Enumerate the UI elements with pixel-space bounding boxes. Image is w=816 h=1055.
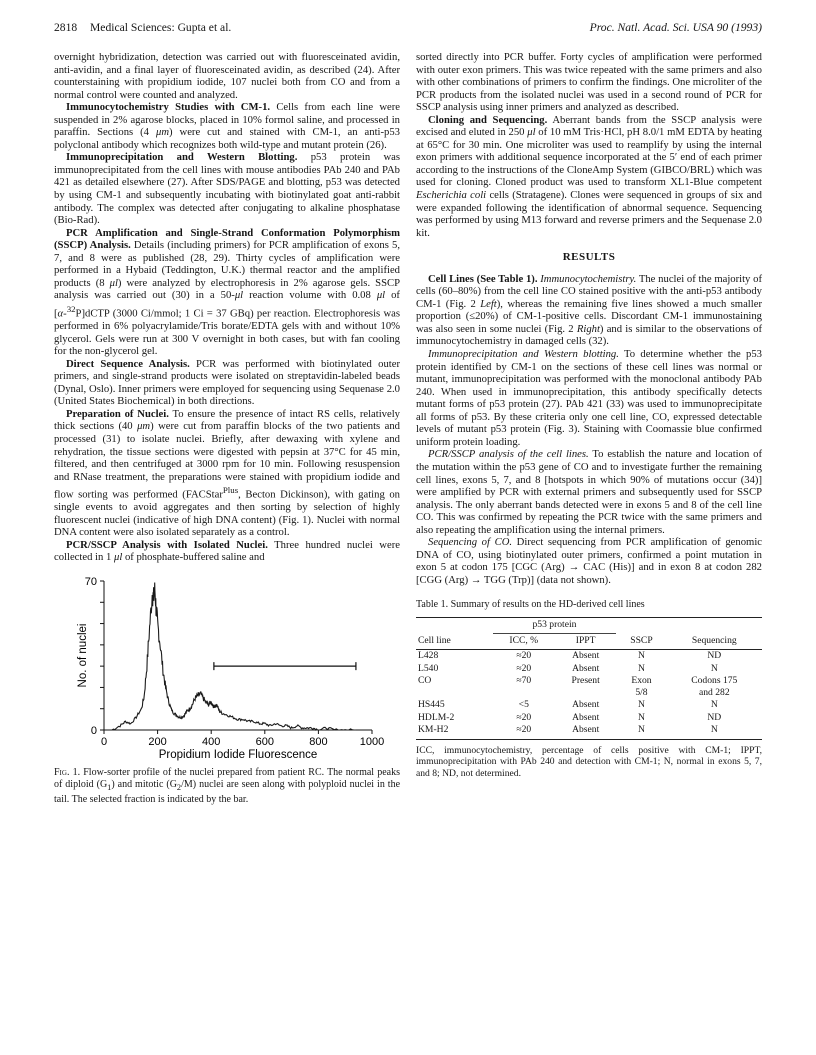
running-title-left: Medical Sciences: Gupta et al.	[90, 21, 232, 34]
x-tick-label: 800	[309, 735, 328, 748]
figure-1-caption: Fig. 1. Flow-sorter profile of the nuclei prepared from patient RC. The normal peaks of diploid $(G_1)$ and mitotic $(G_2/M)$ nuclei are seen along with polyploid nuclei in the tail. The selected fraction is indicated by the bar.	[54, 766, 401, 805]
x-tick-label: 400	[202, 735, 221, 748]
flow-sorter-chart	[54, 575, 400, 765]
figure-1	[54, 575, 400, 765]
subhead-immunoprecipitation: Immunoprecipitation and Western Blotting.	[66, 152, 298, 164]
y-tick-label: 0	[90, 724, 97, 737]
paragraph-cloning-sequencing: Cloning and Sequencing. Aberrant bands from the SSCP analysis were excised and eluted in 250 μl of 10 mM Tris·HCl, pH 8.0/1 mM EDTA by heating at 65°C for 30 min. One microliter was used to reamplify by using the internal exon primers with additional sequence incorporated at the 5′ end of each primer according to the instructions of the CloneAmp System (GIBCO/BRL) which was used for cloning. Cloned product was used to transform XL1-Blue competent Escherichia coli cells (Stratagene). Clones were sequenced in groups of six and were expanded following the identification of abnormal sequence. Sequencing was performed by using M13 forward and reverse primers and the Sequenase 2.0 kit.	[416, 114, 763, 239]
paragraph-hybridization: overnight hybridization, detection was carried out with fluoresceinated avidin, anti-avidin, and a final layer of fluoresceinated avidin, as described (24). After counterstaining with propidium iodide, 107 nuclei both from CO and from a normal control were counted and analyzed.	[54, 52, 400, 101]
table-row: CO ≈70 Present Exon 5/8 Codons 175 and 282	[418, 675, 738, 698]
table-header-row	[416, 633, 762, 649]
col-header-ippt: IPPT	[555, 633, 616, 649]
paragraph-immunoprecipitation-methods: Immunoprecipitation and Western Blotting. p53 protein was immunoprecipitated from the cell lines with mouse antibodies PAb 240 and PAb 421 as detailed elsewhere (27). After SDS/PAGE and blotting, p53 was detected by using CM-1 and subsequently incubating with biotinylated goat anti-rabbit antibody. The complex was detected after conjugating to alkaline phosphatase (Bio-Rad).	[54, 152, 400, 227]
results-table	[416, 617, 762, 739]
left-column	[54, 52, 400, 806]
histogram-line	[112, 582, 356, 730]
x-tick-label: 0	[100, 735, 108, 748]
table-1-caption: Table 1. Summary of results on the HD-derived cell lines	[416, 599, 645, 611]
section-title-results: RESULTS	[562, 251, 616, 264]
table-row: HS445 <5 Absent N N	[418, 699, 718, 711]
col-header-sscp: SSCP	[616, 633, 666, 649]
subhead-isolated-nuclei: PCR/SSCP Analysis with Isolated Nuclei.	[66, 539, 268, 551]
paragraph-preparation-of-nuclei: Preparation of Nuclei. To ensure the presence of intact RS cells, relatively thick sections (40 μm) were cut from paraffin blocks of the two patients and processed (31) to isolate nuclei. Briefly, after dewaxing with xylene and rehydration, the tissue sections were digested with pepsin at 37°C for 45 min, filtered, and then centrifuged at 3000 rpm for 10 min. Following resuspension and RNase treatment, the preparations were stained with propidium iodide and flow sorting was performed (FACStar$^{Plus}$, Becton Dickinson), with gating on single events to avoid aggregates and then sorting by selection of highly fluorescent nuclei (indicative of high DNA content) (Fig. 1). Nuclei with normal DNA content were also isolated separately as a control.	[54, 408, 401, 539]
paragraph-direct-sequence: Direct Sequence Analysis. PCR was performed with biotinylated outer primers, and single-strand products were isolated on streptavidin-labeled beads (Dynal, Oslo). Inner primers were employed for sequencing using Sequenase 2.0 (United States Biochemical) in both directions.	[54, 358, 400, 408]
paragraph-cell-lines: Cell Lines (See Table 1). Immunocytochemistry. The nuclei of the majority of cells (60–80%) from the cell line CO stained positive with the anti-p53 antibody CM-1 (Fig. 2 Left), whereas the remaining five lines showed a much smaller proportion (≤20%) of CM-1-positive cells. Discordant CM-1 immunostaining was also seen in some nuclei (Fig. 2 Right) and is similar to the observations of immunocytochemistry in damaged cells (32).	[416, 273, 763, 348]
subhead-pcr-sscp: PCR Amplification and Single-Strand Conformation Polymorphism (SSCP) Analysis.	[54, 227, 400, 252]
paragraph-sequencing-co: Sequencing of CO. Direct sequencing from PCR amplification of genomic DNA of CO, using biotinylated outer primers, confirmed a point mutation in exon 5 at codon 175 [CGC (Arg) → CAC (His)] and in exon 8 at codon 282 [CGG (Arg) → TGG (Trp)] (data not shown).	[416, 537, 762, 586]
paragraph-immunocytochemistry-methods: Immunocytochemistry Studies with CM-1. Cells from each line were suspended in 2% agarose blocks, placed in 10% formol saline, and processed in paraffin. Sections (4 μm) were cut and stained with CM-1, an anti-p53 polyclonal antibody which recognizes both wild-type and mutant protein (26).	[54, 102, 400, 151]
col-header-cell-line: Cell line	[416, 633, 493, 649]
y-tick-label: 70	[84, 575, 97, 588]
table-group-header-row	[416, 618, 762, 634]
paragraph-sorted-nuclei: sorted directly into PCR buffer. Forty cycles of amplification were performed with outer exon primers. This was twice repeated with the same primers and also with other combinations of primers to confirm the findings. One microliter of the PCR products from the isolated nuclei was used in a second round of PCR for SSCP analysis using inner primers and analyzed as described.	[416, 52, 762, 114]
paragraph-pcr-sscp-methods: PCR Amplification and Single-Strand Conformation Polymorphism (SSCP) Analysis. Details (including primers) for PCR amplification of exons 5, 7, and 8 were as published (28, 29). Thirty cycles of amplification were performed in a Hybaid (Teddington, U.K.) thermal reactor and the amplified products (8 μl) were analyzed by electrophoresis in 2% agarose gels. SSCP analysis was carried out (30) in a 50-μl reaction volume with 0.08 μl of [α-$^{32}$P]dCTP (3000 Ci/mmol; 1 Ci = 37 GBq) per reaction. Electrophoresis was performed in 6% polyacrylamide/Tris borate/EDTA gels with and without 10% glycerol. Gels were run at 300 V overnight in both cases, but with fan cooling for the non-glycerol gel.	[54, 227, 400, 358]
table-row: L428 ≈20 Absent N ND	[418, 650, 722, 662]
x-tick-label: 600	[255, 735, 274, 748]
table-row: L540 ≈20 Absent N N	[418, 662, 718, 674]
subhead-cell-lines: Cell Lines (See Table 1).	[428, 273, 538, 285]
subhead-preparation-of-nuclei: Preparation of Nuclei.	[66, 408, 169, 420]
table-1-footnote: ICC, immunocytochemistry, percentage of cells positive with CM-1; IPPT, immunoprecipitation with PAb 240 and detection with CM-1; N, normal in exons 5, 7, and 8; ND, not determined.	[416, 744, 762, 779]
table-row: HDLM-2 ≈20 Absent N ND	[418, 711, 722, 723]
x-tick-label: 200	[148, 735, 167, 748]
col-header-sequencing: Sequencing	[667, 633, 762, 649]
paragraph-immunoprecipitation-results: Immunoprecipitation and Western blotting. To determine whether the p53 protein identified by CM-1 on the sections of these cell lines was normal or mutant, immunoprecipitation was performed with the monoclonal antibody PAb 240. When used in immunoprecipitation, this antibody specifically detects mutant forms of p53 protein (27). PAb 421 (33) was used to immunoprecipitate all forms of p53. By these criteria only one cell line, CO, expressed detectable levels of mutant p53 protein (Fig. 3). Staining with Coomassie blue confirmed uniform protein loading.	[416, 349, 762, 448]
x-axis-label: Propidium Iodide Fluorescence	[158, 748, 318, 761]
x-tick-label: 1000	[359, 735, 385, 748]
right-column	[416, 52, 762, 779]
paragraph-isolated-nuclei: PCR/SSCP Analysis with Isolated Nuclei. Three hundred nuclei were collected in 1 μl of phosphate-buffered saline and	[54, 539, 400, 564]
subhead-cloning-sequencing: Cloning and Sequencing.	[428, 114, 548, 126]
col-header-icc: ICC, %	[493, 633, 555, 649]
table-group-header-p53: p53 protein	[493, 618, 617, 634]
table-row: KM-H2 ≈20 Absent N N	[416, 724, 762, 740]
paragraph-pcr-sscp-results: PCR/SSCP analysis of the cell lines. To establish the nature and location of the mutation within the p53 gene of CO and to investigate further the remaining cell lines, exons 5, 7, and 8 [hotspots in which 90% of mutations occur (34)] were amplified by PCR with external primers and subsequently used for SSCP analysis. The only aberrant bands detected were in exons 5 and 8 of the cell line CO. This was confirmed by repeating the PCR twice with the same primers and also repeating the amplification using the internal primers.	[416, 449, 762, 536]
page-number: 2818	[54, 21, 78, 34]
subhead-immunocytochemistry: Immunocytochemistry Studies with CM-1.	[66, 102, 271, 114]
y-axis-label: No. of nuclei	[77, 623, 89, 688]
subhead-direct-sequence: Direct Sequence Analysis.	[66, 358, 190, 370]
page-header	[54, 21, 762, 37]
running-title-right: Proc. Natl. Acad. Sci. USA 90 (1993)	[589, 21, 762, 34]
